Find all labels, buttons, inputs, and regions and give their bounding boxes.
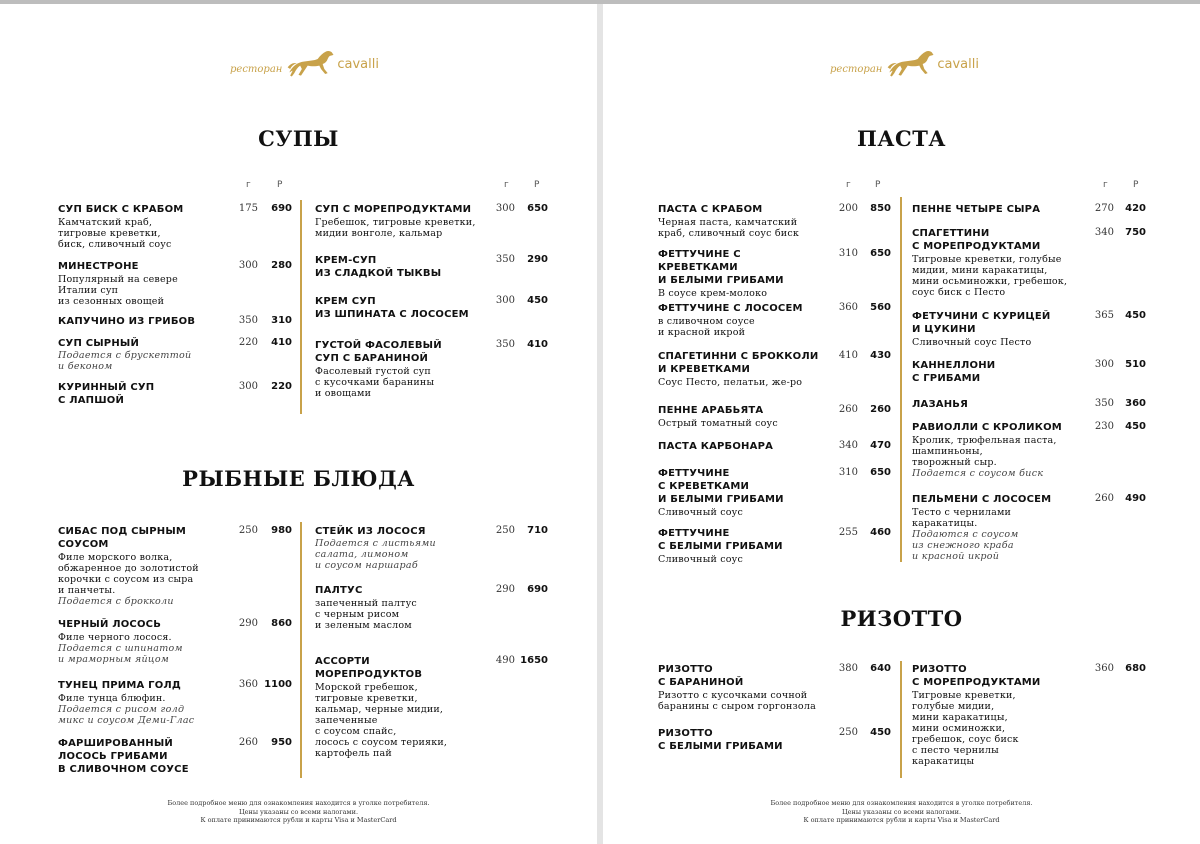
dish-description: Морской гребешок, тигровые креветки, кальмар, черные мидии, запеченные с соусом спайс, лосось с соусом терияки, картофель пай bbox=[315, 682, 448, 759]
dish-weight: 360 bbox=[1094, 663, 1114, 674]
dish-name: ПАЛТУС bbox=[315, 585, 363, 596]
dish-weight: 350 bbox=[495, 339, 515, 350]
dish-description: Камчатский краб, тигровые креветки, биск, сливочный соус bbox=[58, 217, 172, 250]
dish-price: 360 bbox=[1125, 398, 1146, 409]
dish-name: КРЕМ-СУП ИЗ СЛАДКОЙ ТЫКВЫ bbox=[315, 255, 442, 279]
footer-line: Более подробное меню для ознакомления находится в уголке потребителя. bbox=[167, 799, 430, 807]
menu-item bbox=[658, 440, 824, 453]
dish-description: Соус Песто, пелатьи, же-ро bbox=[658, 377, 803, 388]
dish-serving-note: Подаются с соусом из снежного краба и красной икрой bbox=[912, 529, 1019, 562]
menu-item bbox=[315, 339, 481, 399]
horse-logo-icon bbox=[286, 46, 336, 82]
menu-item bbox=[658, 663, 824, 712]
dish-serving-note: Подается с брускеттой и беконом bbox=[58, 350, 192, 372]
menu-item bbox=[912, 203, 1080, 216]
dish-serving-note: Подается с брокколи bbox=[58, 596, 174, 607]
dish-name: ФЕТТУЧИНЕ С КРЕВЕТКАМИ И БЕЛЫМИ ГРИБАМИ bbox=[658, 249, 784, 286]
dish-weight: 490 bbox=[495, 655, 515, 666]
dish-description: Тигровые креветки, голубые мидии, мини каракатицы, мини осминожки, гребешок, соус биск с песто чернилы каракатицы bbox=[912, 690, 1019, 767]
logo-prefix: ресторан bbox=[230, 63, 283, 75]
menu-item bbox=[315, 655, 481, 759]
dish-name: ФАРШИРОВАННЫЙ ЛОСОСЬ ГРИБАМИ В СЛИВОЧНОМ СОУСЕ bbox=[58, 738, 189, 775]
dish-price: 420 bbox=[1125, 203, 1146, 214]
dish-name: ФЕТТУЧИНЕ С ЛОСОСЕМ bbox=[658, 303, 803, 314]
dish-description: Черная паста, камчатский краб, сливочный соус биск bbox=[658, 217, 800, 239]
dish-weight: 175 bbox=[238, 203, 258, 214]
dish-name: СУП БИСК С КРАБОМ bbox=[58, 204, 184, 215]
dish-price: 750 bbox=[1125, 227, 1146, 238]
dish-price: 980 bbox=[271, 525, 292, 536]
col-header-grams: г bbox=[846, 180, 851, 190]
dish-price: 290 bbox=[527, 254, 548, 265]
dish-price: 710 bbox=[527, 525, 548, 536]
dish-description: Популярный на севере Италии суп из сезонных овощей bbox=[58, 274, 178, 307]
dish-name: КАННЕЛЛОНИ С ГРИБАМИ bbox=[912, 360, 996, 384]
section-title-soups: СУПЫ bbox=[258, 126, 339, 151]
menu-item bbox=[58, 381, 224, 407]
dish-price: 430 bbox=[870, 350, 891, 361]
menu-item bbox=[658, 527, 824, 565]
dish-weight: 250 bbox=[238, 525, 258, 536]
dish-name: ПАСТА С КРАБОМ bbox=[658, 204, 763, 215]
dish-weight: 290 bbox=[238, 618, 258, 629]
dish-price: 650 bbox=[870, 467, 891, 478]
restaurant-logo bbox=[230, 44, 379, 84]
dish-name: ФЕТУЧИНИ С КУРИЦЕЙ И ЦУКИНИ bbox=[912, 311, 1051, 335]
dish-price: 680 bbox=[1125, 663, 1146, 674]
menu-item bbox=[912, 359, 1080, 385]
dish-price: 460 bbox=[870, 527, 891, 538]
section-title-risotto: РИЗОТТО bbox=[840, 606, 963, 631]
logo-prefix: ресторан bbox=[830, 63, 883, 75]
menu-item bbox=[315, 525, 481, 571]
dish-description: Тигровые креветки, голубые мидии, мини каракатицы, мини осьминожки, гребешок, соус биск с Песто bbox=[912, 254, 1068, 298]
menu-item bbox=[912, 227, 1080, 298]
dish-weight: 270 bbox=[1094, 203, 1114, 214]
dish-name: СПАГЕТИННИ С БРОККОЛИ И КРЕВЕТКАМИ bbox=[658, 351, 819, 375]
menu-item bbox=[658, 203, 824, 239]
menu-item bbox=[58, 260, 224, 307]
dish-name: КАПУЧИНО ИЗ ГРИБОВ bbox=[58, 316, 196, 327]
menu-item bbox=[658, 467, 824, 518]
dish-name: ФЕТТУЧИНЕ С КРЕВЕТКАМИ И БЕЛЫМИ ГРИБАМИ bbox=[658, 468, 784, 505]
menu-item bbox=[658, 404, 824, 429]
menu-item bbox=[658, 350, 824, 388]
menu-item bbox=[58, 737, 224, 776]
dish-name: РИЗОТТО С МОРЕПРОДУКТАМИ bbox=[912, 664, 1041, 688]
dish-price: 650 bbox=[527, 203, 548, 214]
dish-weight: 220 bbox=[238, 337, 258, 348]
menu-item bbox=[912, 310, 1080, 348]
dish-weight: 250 bbox=[495, 525, 515, 536]
dish-name: ТУНЕЦ ПРИМА ГОЛД bbox=[58, 680, 182, 691]
footer-note bbox=[603, 799, 1200, 825]
menu-item bbox=[58, 525, 224, 607]
menu-item bbox=[912, 663, 1080, 767]
dish-weight: 260 bbox=[1094, 493, 1114, 504]
dish-price: 860 bbox=[271, 618, 292, 629]
dish-serving-note: Подается с листьями салата, лимоном и соусом наршараб bbox=[315, 538, 436, 571]
gold-divider bbox=[900, 197, 902, 562]
dish-weight: 310 bbox=[838, 467, 858, 478]
dish-weight: 360 bbox=[838, 302, 858, 313]
dish-price: 280 bbox=[271, 260, 292, 271]
menu-item bbox=[58, 679, 224, 726]
dish-name: МИНЕСТРОНЕ bbox=[58, 261, 139, 272]
footer-line: Цены указаны со всеми налогами. bbox=[841, 807, 962, 816]
section-title-fish: РЫБНЫЕ БЛЮДА bbox=[182, 466, 415, 491]
dish-price: 1650 bbox=[520, 655, 548, 666]
menu-page-right bbox=[603, 4, 1200, 844]
dish-serving-note: Подается с рисом голд микс и соусом Деми-Глас bbox=[58, 704, 195, 726]
dish-description: Сливочный соус Песто bbox=[912, 337, 1032, 348]
dish-price: 850 bbox=[870, 203, 891, 214]
dish-weight: 300 bbox=[495, 295, 515, 306]
dish-weight: 300 bbox=[495, 203, 515, 214]
dish-name: СТЕЙК ИЗ ЛОСОСЯ bbox=[315, 526, 426, 537]
dish-price: 410 bbox=[527, 339, 548, 350]
footer-line: Более подробное меню для ознакомления находится в уголке потребителя. bbox=[770, 799, 1033, 807]
menu-item bbox=[658, 302, 824, 338]
dish-description: В соусе крем-молоко bbox=[658, 288, 768, 299]
dish-name: СИБАС ПОД СЫРНЫМ СОУСОМ bbox=[58, 526, 187, 550]
col-header-price: Р bbox=[277, 180, 283, 190]
menu-item bbox=[58, 203, 224, 250]
gold-divider bbox=[300, 522, 302, 778]
col-header-grams: г bbox=[1103, 180, 1108, 190]
dish-name: ПЕННЕ ЧЕТЫРЕ СЫРА bbox=[912, 204, 1041, 215]
gold-divider bbox=[900, 661, 902, 778]
dish-description: в сливочном соусе и красной икрой bbox=[658, 316, 755, 338]
dish-description: запеченный палтус с черным рисом и зеленым маслом bbox=[315, 598, 417, 631]
dish-name: СУП С МОРЕПРОДУКТАМИ bbox=[315, 204, 472, 215]
dish-description: Ризотто с кусочками сочной баранины с сыром горгонзола bbox=[658, 690, 816, 712]
dish-serving-note: Подается с соусом биск bbox=[912, 468, 1044, 479]
footer-line: Цены указаны со всеми налогами. bbox=[238, 807, 359, 816]
logo-name: cavalli bbox=[337, 56, 379, 72]
dish-weight: 260 bbox=[238, 737, 258, 748]
dish-weight: 340 bbox=[838, 440, 858, 451]
menu-page-left bbox=[0, 4, 597, 844]
col-header-grams: г bbox=[246, 180, 251, 190]
dish-name: ЛАЗАНЬЯ bbox=[912, 399, 968, 410]
dish-description: Сливочный соус bbox=[658, 507, 743, 518]
dish-price: 260 bbox=[870, 404, 891, 415]
dish-name: РИЗОТТО С БАРАНИНОЙ bbox=[658, 664, 744, 688]
dish-weight: 350 bbox=[495, 254, 515, 265]
dish-weight: 300 bbox=[238, 260, 258, 271]
dish-price: 450 bbox=[1125, 310, 1146, 321]
dish-weight: 310 bbox=[838, 248, 858, 259]
dish-price: 450 bbox=[870, 727, 891, 738]
dish-weight: 300 bbox=[1094, 359, 1114, 370]
col-header-price: Р bbox=[534, 180, 540, 190]
menu-item bbox=[315, 203, 481, 239]
dish-weight: 410 bbox=[838, 350, 858, 361]
footer-line: К оплате принимаются рубли и карты Visa и MasterCard bbox=[803, 816, 1000, 824]
dish-name: СУП СЫРНЫЙ bbox=[58, 338, 140, 349]
dish-weight: 360 bbox=[238, 679, 258, 690]
dish-weight: 290 bbox=[495, 584, 515, 595]
dish-description: Филе черного лосося. bbox=[58, 632, 172, 643]
menu-item bbox=[58, 315, 224, 328]
dish-name: ПЕЛЬМЕНИ С ЛОСОСЕМ bbox=[912, 494, 1052, 505]
dish-price: 690 bbox=[271, 203, 292, 214]
dish-price: 560 bbox=[870, 302, 891, 313]
col-header-price: Р bbox=[1133, 180, 1139, 190]
dish-price: 470 bbox=[870, 440, 891, 451]
footer-note bbox=[0, 799, 597, 825]
dish-weight: 250 bbox=[838, 727, 858, 738]
section-title-pasta: ПАСТА bbox=[857, 126, 946, 151]
col-header-price: Р bbox=[875, 180, 881, 190]
menu-item bbox=[912, 398, 1080, 411]
dish-weight: 200 bbox=[838, 203, 858, 214]
dish-name: РИЗОТТО С БЕЛЫМИ ГРИБАМИ bbox=[658, 728, 783, 752]
horse-logo-icon bbox=[886, 46, 936, 82]
menu-item bbox=[58, 337, 224, 372]
dish-description: Филе тунца блюфин. bbox=[58, 693, 166, 704]
dish-description: Сливочный соус bbox=[658, 554, 743, 565]
dish-price: 650 bbox=[870, 248, 891, 259]
dish-weight: 365 bbox=[1094, 310, 1114, 321]
menu-item bbox=[315, 295, 481, 321]
dish-description: Гребешок, тигровые креветки, мидии вонголе, кальмар bbox=[315, 217, 476, 239]
dish-weight: 255 bbox=[838, 527, 858, 538]
dish-price: 640 bbox=[870, 663, 891, 674]
menu-item bbox=[658, 727, 824, 753]
dish-price: 490 bbox=[1125, 493, 1146, 504]
dish-price: 510 bbox=[1125, 359, 1146, 370]
footer-line: К оплате принимаются рубли и карты Visa и MasterCard bbox=[200, 816, 397, 824]
dish-serving-note: Подается с шпинатом и мраморным яйцом bbox=[58, 643, 183, 665]
dish-price: 310 bbox=[271, 315, 292, 326]
dish-weight: 340 bbox=[1094, 227, 1114, 238]
menu-item bbox=[912, 421, 1080, 479]
dish-price: 450 bbox=[527, 295, 548, 306]
gold-divider bbox=[300, 200, 302, 414]
dish-price: 450 bbox=[1125, 421, 1146, 432]
menu-item bbox=[58, 618, 224, 665]
dish-weight: 260 bbox=[838, 404, 858, 415]
menu-item bbox=[315, 584, 481, 631]
dish-description: Острый томатный соус bbox=[658, 418, 778, 429]
dish-price: 1100 bbox=[264, 679, 292, 690]
menu-item bbox=[912, 493, 1080, 562]
dish-price: 950 bbox=[271, 737, 292, 748]
dish-weight: 300 bbox=[238, 381, 258, 392]
dish-name: КУРИННЫЙ СУП С ЛАПШОЙ bbox=[58, 382, 155, 406]
menu-item bbox=[315, 254, 481, 280]
dish-weight: 230 bbox=[1094, 421, 1114, 432]
dish-description: Филе морского волка, обжаренное до золотистой корочки с соусом из сыра и панчеты. bbox=[58, 552, 199, 596]
dish-weight: 350 bbox=[238, 315, 258, 326]
dish-description: Кролик, трюфельная паста, шампиньоны, творожный сыр. bbox=[912, 435, 1057, 468]
dish-name: ЧЕРНЫЙ ЛОСОСЬ bbox=[58, 619, 162, 630]
dish-price: 690 bbox=[527, 584, 548, 595]
logo-name: cavalli bbox=[937, 56, 979, 72]
dish-description: Тесто с чернилами каракатицы. bbox=[912, 507, 1012, 529]
dish-name: СПАГЕТТИНИ С МОРЕПРОДУКТАМИ bbox=[912, 228, 1041, 252]
dish-price: 410 bbox=[271, 337, 292, 348]
dish-weight: 350 bbox=[1094, 398, 1114, 409]
dish-name: ПЕННЕ АРАБЬЯТА bbox=[658, 405, 764, 416]
dish-weight: 380 bbox=[838, 663, 858, 674]
col-header-grams: г bbox=[504, 180, 509, 190]
dish-name: АССОРТИ МОРЕПРОДУКТОВ bbox=[315, 656, 423, 680]
dish-name: ПАСТА КАРБОНАРА bbox=[658, 441, 774, 452]
dish-price: 220 bbox=[271, 381, 292, 392]
dish-name: ГУСТОЙ ФАСОЛЕВЫЙ СУП С БАРАНИНОЙ bbox=[315, 340, 442, 364]
dish-description: Фасолевый густой суп с кусочками баранины и овощами bbox=[315, 366, 435, 399]
dish-name: КРЕМ СУП ИЗ ШПИНАТА С ЛОСОСЕМ bbox=[315, 296, 469, 320]
menu-item bbox=[658, 248, 824, 299]
dish-name: ФЕТТУЧИНЕ С БЕЛЫМИ ГРИБАМИ bbox=[658, 528, 783, 552]
dish-name: РАВИОЛЛИ С КРОЛИКОМ bbox=[912, 422, 1062, 433]
restaurant-logo bbox=[830, 44, 979, 84]
